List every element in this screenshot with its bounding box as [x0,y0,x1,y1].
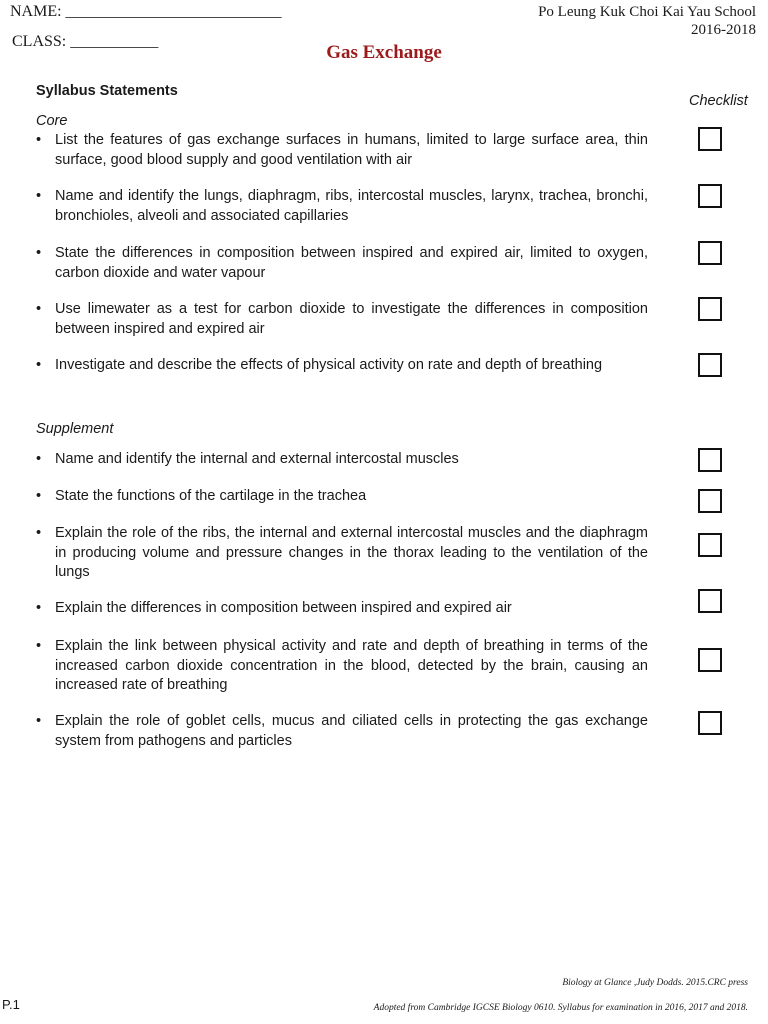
core-item [36,300,648,339]
bullet: • [36,451,42,467]
bullet: • [36,357,42,373]
supplement-item [36,637,648,696]
core-item [36,187,648,226]
supplement-item [36,487,648,507]
bullet: • [36,488,42,504]
name-field[interactable]: NAME: ___________________________ [10,3,282,20]
core-item [36,244,648,283]
supplement-item-text: Explain the role of the ribs, the internal and external intercostal muscles and the diaphragm in producing volume and pressure changes in the thorax leading to the ventilation of the lungs [55,525,648,580]
class-field[interactable]: CLASS: ___________ [12,33,159,50]
checklist-checkbox[interactable] [698,241,722,265]
core-item-text: State the differences in composition between inspired and expired air, limited to oxygen, carbon dioxide and water vapour [55,245,648,281]
school-years: 2016-2018 [691,22,756,38]
checklist-checkbox[interactable] [698,711,722,735]
checklist-checkbox[interactable] [698,297,722,321]
checklist-checkbox[interactable] [698,648,722,672]
supplement-item-text: Explain the differences in composition between inspired and expired air [55,600,512,616]
supplement-item [36,599,648,619]
credit-syllabus: Adopted from Cambridge IGCSE Biology 0610. Syllabus for examination in 2016, 2017 and 2018. [373,1003,748,1013]
checklist-checkbox[interactable] [698,353,722,377]
supplement-item-text: Name and identify the internal and external intercostal muscles [55,451,459,467]
core-item-text: Name and identify the lungs, diaphragm, ribs, intercostal muscles, larynx, trachea, bronchi, bronchioles, alveoli and associated capillaries [55,188,648,224]
bullet: • [36,245,42,261]
checklist-checkbox[interactable] [698,589,722,613]
core-item-text: Investigate and describe the effects of physical activity on rate and depth of breathing [55,357,603,373]
checklist-checkbox[interactable] [698,448,722,472]
school-name: Po Leung Kuk Choi Kai Yau School [538,4,756,20]
supplement-item-text: Explain the role of goblet cells, mucus and ciliated cells in protecting the gas exchange system from pathogens and particles [55,713,648,749]
supplement-item-text: State the functions of the cartilage in the trachea [55,488,367,504]
bullet: • [36,638,42,654]
page-number: P.1 [2,997,20,1012]
core-item [36,131,648,170]
bullet: • [36,301,42,317]
supplement-section-label: Supplement [36,421,114,437]
core-item-text: List the features of gas exchange surfaces in humans, limited to large surface area, thin surface, good blood supply and good ventilation with air [55,132,648,168]
core-section-label: Core [36,113,68,129]
school-info [538,3,756,39]
credit-book: Biology at Glance ,Judy Dodds. 2015.CRC press [562,978,748,988]
bullet: • [36,525,42,541]
checklist-checkbox[interactable] [698,127,722,151]
page-title: Gas Exchange [326,42,442,63]
checklist-checkbox[interactable] [698,184,722,208]
supplement-item [36,712,648,751]
checklist-heading: Checklist [689,93,748,109]
bullet: • [36,188,42,204]
syllabus-heading: Syllabus Statements [36,83,178,99]
bullet: • [36,600,42,616]
core-item [36,356,648,376]
bullet: • [36,132,42,148]
core-item-text: Use limewater as a test for carbon dioxide to investigate the differences in composition between inspired and expired air [55,301,648,337]
supplement-item [36,524,648,583]
checklist-checkbox[interactable] [698,489,722,513]
supplement-item-text: Explain the link between physical activity and rate and depth of breathing in terms of the increased carbon dioxide concentration in the blood, detected by the brain, causing an increased rate of breathing [55,638,648,693]
bullet: • [36,713,42,729]
supplement-item [36,450,648,470]
checklist-checkbox[interactable] [698,533,722,557]
